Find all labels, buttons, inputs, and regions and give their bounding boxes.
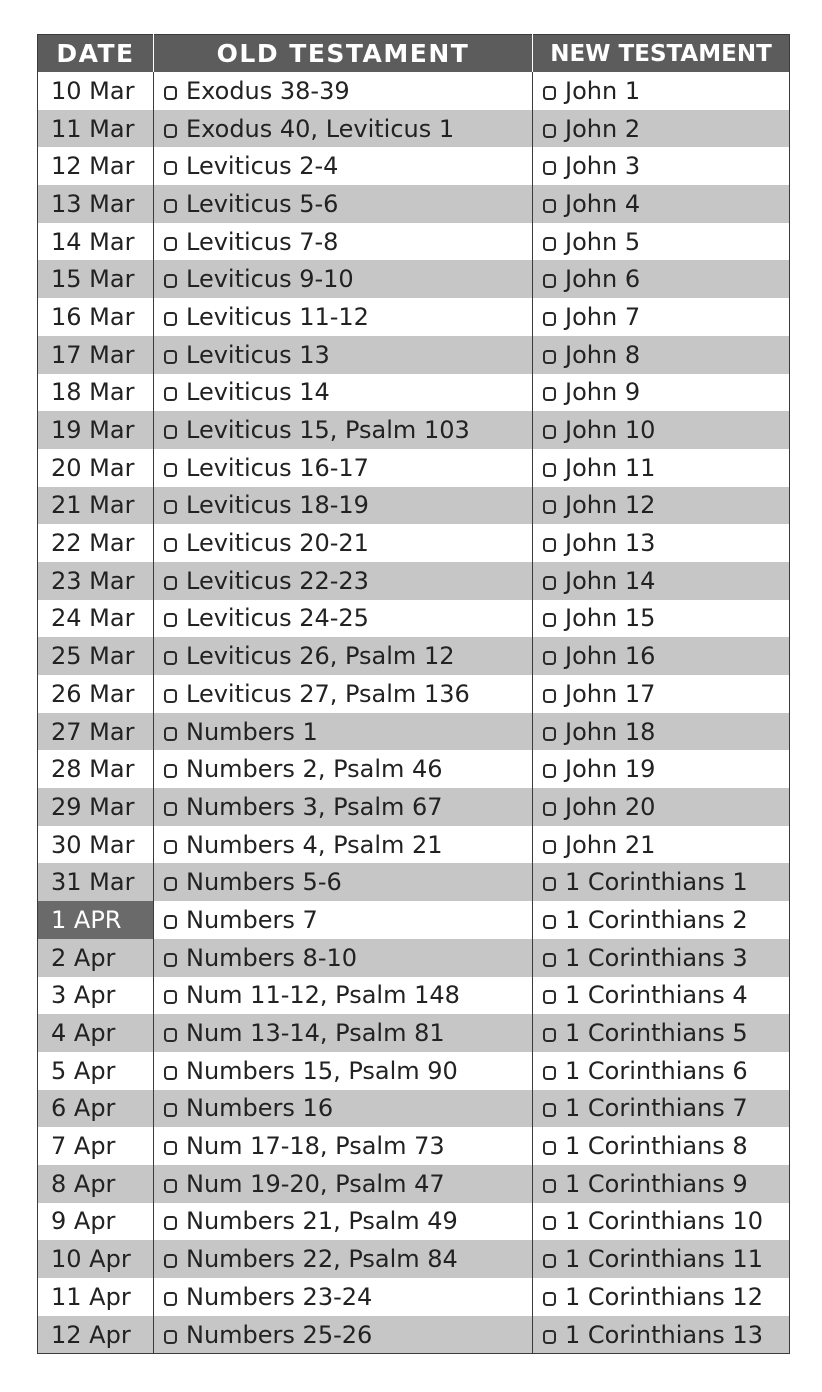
- reading-label: 1 Corinthians 3: [565, 943, 748, 972]
- reading-label: John 17: [565, 679, 656, 708]
- date-cell: 27 Mar: [38, 713, 154, 751]
- old-testament-cell: [154, 977, 533, 1015]
- reading-label: Leviticus 5-6: [186, 189, 339, 218]
- table-row: [38, 260, 790, 298]
- reading-label: Num 17-18, Psalm 73: [186, 1132, 445, 1161]
- date-cell: 5 Apr: [38, 1052, 154, 1090]
- reading-label: 1 Corinthians 10: [565, 1207, 763, 1236]
- new-testament-checkbox checkbox-empty-icon[interactable]: [543, 1066, 556, 1080]
- new-testament-checkbox checkbox-empty-icon[interactable]: [543, 312, 556, 326]
- new-testament-checkbox checkbox-empty-icon[interactable]: [543, 764, 556, 778]
- reading-label: Numbers 21, Psalm 49: [186, 1207, 458, 1236]
- reading-label: Leviticus 24-25: [186, 604, 369, 633]
- reading-label: John 6: [565, 265, 641, 294]
- reading-label: Leviticus 11-12: [186, 302, 369, 331]
- new-testament-cell: [533, 637, 790, 675]
- date-cell: 22 Mar: [38, 524, 154, 562]
- reading-label: John 1: [565, 76, 641, 105]
- reading-label: Numbers 15, Psalm 90: [186, 1056, 458, 1085]
- old-testament-column-header: OLD TESTAMENT: [154, 35, 533, 73]
- table-row: [38, 675, 790, 713]
- old-testament-checkbox checkbox-empty-icon[interactable]: [164, 387, 177, 401]
- old-testament-cell: [154, 185, 533, 223]
- new-testament-checkbox checkbox-empty-icon[interactable]: [543, 689, 556, 703]
- new-testament-cell: [533, 1240, 790, 1278]
- date-cell: 29 Mar: [38, 788, 154, 826]
- reading-label: 1 Corinthians 1: [565, 868, 748, 897]
- table-row: [38, 487, 790, 525]
- old-testament-checkbox checkbox-empty-icon[interactable]: [164, 237, 177, 251]
- new-testament-cell: [533, 336, 790, 374]
- date-column-header: DATE: [38, 35, 154, 73]
- old-testament-cell: [154, 901, 533, 939]
- table-row: [38, 1240, 790, 1278]
- new-testament-checkbox checkbox-empty-icon[interactable]: [543, 1254, 556, 1268]
- old-testament-cell: [154, 411, 533, 449]
- date-cell: 26 Mar: [38, 675, 154, 713]
- old-testament-checkbox checkbox-empty-icon[interactable]: [164, 350, 177, 364]
- new-testament-checkbox checkbox-empty-icon[interactable]: [543, 877, 556, 891]
- reading-label: Leviticus 18-19: [186, 491, 369, 520]
- date-cell: 7 Apr: [38, 1127, 154, 1165]
- new-testament-cell: [533, 1127, 790, 1165]
- old-testament-cell: [154, 750, 533, 788]
- new-testament-checkbox checkbox-empty-icon[interactable]: [543, 990, 556, 1004]
- table-row: [38, 977, 790, 1015]
- reading-label: John 18: [565, 717, 656, 746]
- old-testament-checkbox checkbox-empty-icon[interactable]: [164, 802, 177, 816]
- new-testament-cell: [533, 1014, 790, 1052]
- reading-label: John 9: [565, 378, 641, 407]
- header-row: [38, 35, 790, 73]
- old-testament-checkbox checkbox-empty-icon[interactable]: [164, 161, 177, 175]
- new-testament-checkbox checkbox-empty-icon[interactable]: [543, 1141, 556, 1155]
- old-testament-cell: [154, 939, 533, 977]
- table-row: [38, 1014, 790, 1052]
- new-testament-cell: [533, 901, 790, 939]
- new-testament-checkbox checkbox-empty-icon[interactable]: [543, 86, 556, 100]
- reading-label: Num 19-20, Psalm 47: [186, 1169, 445, 1198]
- reading-label: Num 13-14, Psalm 81: [186, 1019, 445, 1048]
- reading-label: Leviticus 9-10: [186, 265, 354, 294]
- table-row: [38, 1165, 790, 1203]
- reading-label: John 2: [565, 114, 641, 143]
- old-testament-checkbox checkbox-empty-icon[interactable]: [164, 500, 177, 514]
- reading-label: Exodus 40, Leviticus 1: [186, 114, 455, 143]
- new-testament-cell: [533, 939, 790, 977]
- new-testament-cell: [533, 147, 790, 185]
- old-testament-checkbox checkbox-empty-icon[interactable]: [164, 651, 177, 665]
- new-testament-checkbox checkbox-empty-icon[interactable]: [543, 161, 556, 175]
- new-testament-cell: [533, 1052, 790, 1090]
- table-row: [38, 1127, 790, 1165]
- table-row: [38, 223, 790, 261]
- table-row: [38, 147, 790, 185]
- old-testament-cell: [154, 374, 533, 412]
- old-testament-cell: [154, 449, 533, 487]
- reading-label: 1 Corinthians 5: [565, 1019, 748, 1048]
- new-testament-cell: [533, 713, 790, 751]
- reading-label: John 3: [565, 152, 641, 181]
- date-cell: 16 Mar: [38, 298, 154, 336]
- old-testament-checkbox checkbox-empty-icon[interactable]: [164, 576, 177, 590]
- old-testament-cell: [154, 863, 533, 901]
- reading-label: 1 Corinthians 2: [565, 905, 748, 934]
- reading-label: 1 Corinthians 4: [565, 981, 748, 1010]
- old-testament-cell: [154, 72, 533, 110]
- table-row: [38, 562, 790, 600]
- old-testament-cell: [154, 524, 533, 562]
- reading-label: Num 11-12, Psalm 148: [186, 981, 460, 1010]
- old-testament-cell: [154, 1090, 533, 1128]
- old-testament-checkbox checkbox-empty-icon[interactable]: [164, 1330, 177, 1344]
- old-testament-checkbox checkbox-empty-icon[interactable]: [164, 727, 177, 741]
- new-testament-cell: [533, 788, 790, 826]
- old-testament-checkbox checkbox-empty-icon[interactable]: [164, 1216, 177, 1230]
- reading-label: Exodus 38-39: [186, 76, 350, 105]
- reading-label: 1 Corinthians 7: [565, 1094, 748, 1123]
- new-testament-checkbox checkbox-empty-icon[interactable]: [543, 1292, 556, 1306]
- new-testament-cell: [533, 1165, 790, 1203]
- reading-label: Leviticus 27, Psalm 136: [186, 679, 470, 708]
- new-testament-checkbox checkbox-empty-icon[interactable]: [543, 1028, 556, 1042]
- reading-label: Numbers 8-10: [186, 943, 358, 972]
- date-cell: 10 Apr: [38, 1240, 154, 1278]
- old-testament-checkbox checkbox-empty-icon[interactable]: [164, 1292, 177, 1306]
- reading-label: Numbers 16: [186, 1094, 334, 1123]
- reading-label: John 16: [565, 642, 656, 671]
- reading-label: John 4: [565, 189, 641, 218]
- date-cell: 17 Mar: [38, 336, 154, 374]
- old-testament-checkbox checkbox-empty-icon[interactable]: [164, 613, 177, 627]
- reading-label: Leviticus 16-17: [186, 453, 369, 482]
- date-cell: 20 Mar: [38, 449, 154, 487]
- new-testament-checkbox checkbox-empty-icon[interactable]: [543, 274, 556, 288]
- table-row: [38, 713, 790, 751]
- new-testament-cell: [533, 562, 790, 600]
- date-cell: 12 Apr: [38, 1316, 154, 1354]
- reading-label: 1 Corinthians 13: [565, 1320, 763, 1349]
- date-cell: 30 Mar: [38, 826, 154, 864]
- date-cell: 12 Mar: [38, 147, 154, 185]
- date-cell: 23 Mar: [38, 562, 154, 600]
- old-testament-cell: [154, 1165, 533, 1203]
- old-testament-cell: [154, 298, 533, 336]
- reading-label: Leviticus 26, Psalm 12: [186, 642, 455, 671]
- reading-label: 1 Corinthians 12: [565, 1282, 763, 1311]
- old-testament-cell: [154, 336, 533, 374]
- new-testament-checkbox checkbox-empty-icon[interactable]: [543, 651, 556, 665]
- new-testament-checkbox checkbox-empty-icon[interactable]: [543, 953, 556, 967]
- date-cell: 6 Apr: [38, 1090, 154, 1128]
- reading-label: John 5: [565, 227, 641, 256]
- table-row: [38, 1316, 790, 1354]
- date-cell: 28 Mar: [38, 750, 154, 788]
- old-testament-cell: [154, 147, 533, 185]
- reading-label: Numbers 22, Psalm 84: [186, 1245, 458, 1274]
- new-testament-cell: [533, 411, 790, 449]
- new-testament-checkbox checkbox-empty-icon[interactable]: [543, 1179, 556, 1193]
- reading-label: John 19: [565, 755, 656, 784]
- old-testament-cell: [154, 1240, 533, 1278]
- old-testament-cell: [154, 1316, 533, 1354]
- table-row: [38, 1278, 790, 1316]
- old-testament-cell: [154, 1052, 533, 1090]
- reading-label: 1 Corinthians 8: [565, 1132, 748, 1161]
- date-cell: 14 Mar: [38, 223, 154, 261]
- reading-label: Leviticus 2-4: [186, 152, 339, 181]
- new-testament-cell: [533, 826, 790, 864]
- table-row: [38, 374, 790, 412]
- new-testament-checkbox checkbox-empty-icon[interactable]: [543, 1330, 556, 1344]
- old-testament-checkbox checkbox-empty-icon[interactable]: [164, 1066, 177, 1080]
- new-testament-cell: [533, 1203, 790, 1241]
- date-cell: 15 Mar: [38, 260, 154, 298]
- date-cell: 11 Apr: [38, 1278, 154, 1316]
- table-row: [38, 298, 790, 336]
- old-testament-cell: [154, 713, 533, 751]
- old-testament-checkbox checkbox-empty-icon[interactable]: [164, 312, 177, 326]
- new-testament-checkbox checkbox-empty-icon[interactable]: [543, 124, 556, 138]
- reading-label: John 13: [565, 529, 656, 558]
- new-testament-cell: [533, 600, 790, 638]
- reading-label: John 21: [565, 830, 656, 859]
- old-testament-cell: [154, 562, 533, 600]
- old-testament-checkbox checkbox-empty-icon[interactable]: [164, 425, 177, 439]
- table-row: [38, 1090, 790, 1128]
- new-testament-cell: [533, 110, 790, 148]
- table-row: [38, 788, 790, 826]
- old-testament-checkbox checkbox-empty-icon[interactable]: [164, 1141, 177, 1155]
- old-testament-cell: [154, 260, 533, 298]
- date-cell: 8 Apr: [38, 1165, 154, 1203]
- table-row: [38, 524, 790, 562]
- old-testament-cell: [154, 675, 533, 713]
- new-testament-checkbox checkbox-empty-icon[interactable]: [543, 613, 556, 627]
- new-testament-checkbox checkbox-empty-icon[interactable]: [543, 538, 556, 552]
- old-testament-checkbox checkbox-empty-icon[interactable]: [164, 1254, 177, 1268]
- reading-label: Leviticus 13: [186, 340, 330, 369]
- old-testament-checkbox checkbox-empty-icon[interactable]: [164, 877, 177, 891]
- new-testament-checkbox checkbox-empty-icon[interactable]: [543, 199, 556, 213]
- reading-label: Leviticus 20-21: [186, 529, 369, 558]
- table-body: [38, 72, 790, 1354]
- table-row: [38, 901, 790, 939]
- table-row: [38, 411, 790, 449]
- reading-label: John 20: [565, 792, 656, 821]
- old-testament-checkbox checkbox-empty-icon[interactable]: [164, 764, 177, 778]
- reading-label: 1 Corinthians 11: [565, 1245, 763, 1274]
- old-testament-checkbox checkbox-empty-icon[interactable]: [164, 1028, 177, 1042]
- new-testament-cell: [533, 185, 790, 223]
- table-row: [38, 72, 790, 110]
- old-testament-cell: [154, 1014, 533, 1052]
- date-cell: 13 Mar: [38, 185, 154, 223]
- new-testament-cell: [533, 675, 790, 713]
- old-testament-checkbox checkbox-empty-icon[interactable]: [164, 1103, 177, 1117]
- new-testament-cell: [533, 223, 790, 261]
- date-cell: 11 Mar: [38, 110, 154, 148]
- reading-plan-table: [37, 34, 790, 1354]
- old-testament-cell: [154, 637, 533, 675]
- new-testament-checkbox checkbox-empty-icon[interactable]: [543, 463, 556, 477]
- reading-label: John 8: [565, 340, 641, 369]
- new-testament-checkbox checkbox-empty-icon[interactable]: [543, 387, 556, 401]
- old-testament-checkbox checkbox-empty-icon[interactable]: [164, 199, 177, 213]
- table-row: [38, 1052, 790, 1090]
- old-testament-cell: [154, 788, 533, 826]
- new-testament-cell: [533, 1090, 790, 1128]
- new-testament-checkbox checkbox-empty-icon[interactable]: [543, 1103, 556, 1117]
- date-cell: 24 Mar: [38, 600, 154, 638]
- new-testament-cell: [533, 260, 790, 298]
- reading-label: Numbers 4, Psalm 21: [186, 830, 443, 859]
- table-row: [38, 185, 790, 223]
- date-cell: 9 Apr: [38, 1203, 154, 1241]
- reading-label: John 15: [565, 604, 656, 633]
- old-testament-checkbox checkbox-empty-icon[interactable]: [164, 840, 177, 854]
- old-testament-checkbox checkbox-empty-icon[interactable]: [164, 990, 177, 1004]
- date-cell: 3 Apr: [38, 977, 154, 1015]
- old-testament-cell: [154, 223, 533, 261]
- old-testament-cell: [154, 826, 533, 864]
- old-testament-checkbox checkbox-empty-icon[interactable]: [164, 915, 177, 929]
- date-cell: 25 Mar: [38, 637, 154, 675]
- table-row: [38, 826, 790, 864]
- date-cell: 31 Mar: [38, 863, 154, 901]
- old-testament-checkbox checkbox-empty-icon[interactable]: [164, 274, 177, 288]
- date-cell: 4 Apr: [38, 1014, 154, 1052]
- old-testament-checkbox checkbox-empty-icon[interactable]: [164, 1179, 177, 1193]
- reading-label: John 14: [565, 566, 656, 595]
- new-testament-cell: [533, 374, 790, 412]
- old-testament-cell: [154, 1278, 533, 1316]
- reading-label: John 11: [565, 453, 656, 482]
- new-testament-checkbox checkbox-empty-icon[interactable]: [543, 425, 556, 439]
- table-row: [38, 750, 790, 788]
- reading-label: Numbers 3, Psalm 67: [186, 792, 443, 821]
- table-row: [38, 449, 790, 487]
- old-testament-checkbox checkbox-empty-icon[interactable]: [164, 124, 177, 138]
- reading-label: Numbers 1: [186, 717, 318, 746]
- new-testament-cell: [533, 298, 790, 336]
- reading-label: John 12: [565, 491, 656, 520]
- reading-label: Numbers 23-24: [186, 1282, 373, 1311]
- reading-label: Numbers 5-6: [186, 868, 342, 897]
- reading-label: 1 Corinthians 9: [565, 1169, 748, 1198]
- table-header: [38, 35, 790, 73]
- table-row: [38, 637, 790, 675]
- new-testament-cell: [533, 977, 790, 1015]
- new-testament-cell: [533, 524, 790, 562]
- table-row: [38, 1203, 790, 1241]
- old-testament-cell: [154, 1127, 533, 1165]
- reading-label: Numbers 2, Psalm 46: [186, 755, 443, 784]
- old-testament-cell: [154, 1203, 533, 1241]
- new-testament-cell: [533, 1278, 790, 1316]
- new-testament-cell: [533, 72, 790, 110]
- reading-label: Numbers 25-26: [186, 1320, 373, 1349]
- table-row: [38, 863, 790, 901]
- new-testament-checkbox checkbox-empty-icon[interactable]: [543, 802, 556, 816]
- reading-label: John 7: [565, 302, 641, 331]
- new-testament-checkbox checkbox-empty-icon[interactable]: [543, 727, 556, 741]
- new-testament-checkbox checkbox-empty-icon[interactable]: [543, 840, 556, 854]
- old-testament-checkbox checkbox-empty-icon[interactable]: [164, 953, 177, 967]
- table-row: [38, 600, 790, 638]
- date-cell: 19 Mar: [38, 411, 154, 449]
- new-testament-checkbox checkbox-empty-icon[interactable]: [543, 576, 556, 590]
- new-testament-cell: [533, 449, 790, 487]
- reading-label: Leviticus 22-23: [186, 566, 369, 595]
- reading-label: John 10: [565, 416, 656, 445]
- date-cell: 2 Apr: [38, 939, 154, 977]
- new-testament-cell: [533, 1316, 790, 1354]
- reading-label: Leviticus 7-8: [186, 227, 339, 256]
- reading-label: Leviticus 14: [186, 378, 330, 407]
- table-row: [38, 939, 790, 977]
- old-testament-checkbox checkbox-empty-icon[interactable]: [164, 538, 177, 552]
- reading-label: Numbers 7: [186, 905, 318, 934]
- new-testament-checkbox checkbox-empty-icon[interactable]: [543, 915, 556, 929]
- reading-label: Leviticus 15, Psalm 103: [186, 416, 470, 445]
- old-testament-cell: [154, 600, 533, 638]
- date-cell: 10 Mar: [38, 72, 154, 110]
- table-row: [38, 336, 790, 374]
- table-row: [38, 110, 790, 148]
- old-testament-cell: [154, 487, 533, 525]
- new-testament-checkbox checkbox-empty-icon[interactable]: [543, 237, 556, 251]
- date-cell: 18 Mar: [38, 374, 154, 412]
- date-cell: 21 Mar: [38, 487, 154, 525]
- new-testament-cell: [533, 487, 790, 525]
- date-cell: 1 APR: [38, 901, 154, 939]
- old-testament-checkbox checkbox-empty-icon[interactable]: [164, 689, 177, 703]
- old-testament-checkbox checkbox-empty-icon[interactable]: [164, 86, 177, 100]
- new-testament-cell: [533, 750, 790, 788]
- old-testament-checkbox checkbox-empty-icon[interactable]: [164, 463, 177, 477]
- new-testament-checkbox checkbox-empty-icon[interactable]: [543, 350, 556, 364]
- reading-label: 1 Corinthians 6: [565, 1056, 748, 1085]
- new-testament-column-header: NEW TESTAMENT: [533, 35, 790, 73]
- new-testament-cell: [533, 863, 790, 901]
- new-testament-checkbox checkbox-empty-icon[interactable]: [543, 1216, 556, 1230]
- old-testament-cell: [154, 110, 533, 148]
- new-testament-checkbox checkbox-empty-icon[interactable]: [543, 500, 556, 514]
